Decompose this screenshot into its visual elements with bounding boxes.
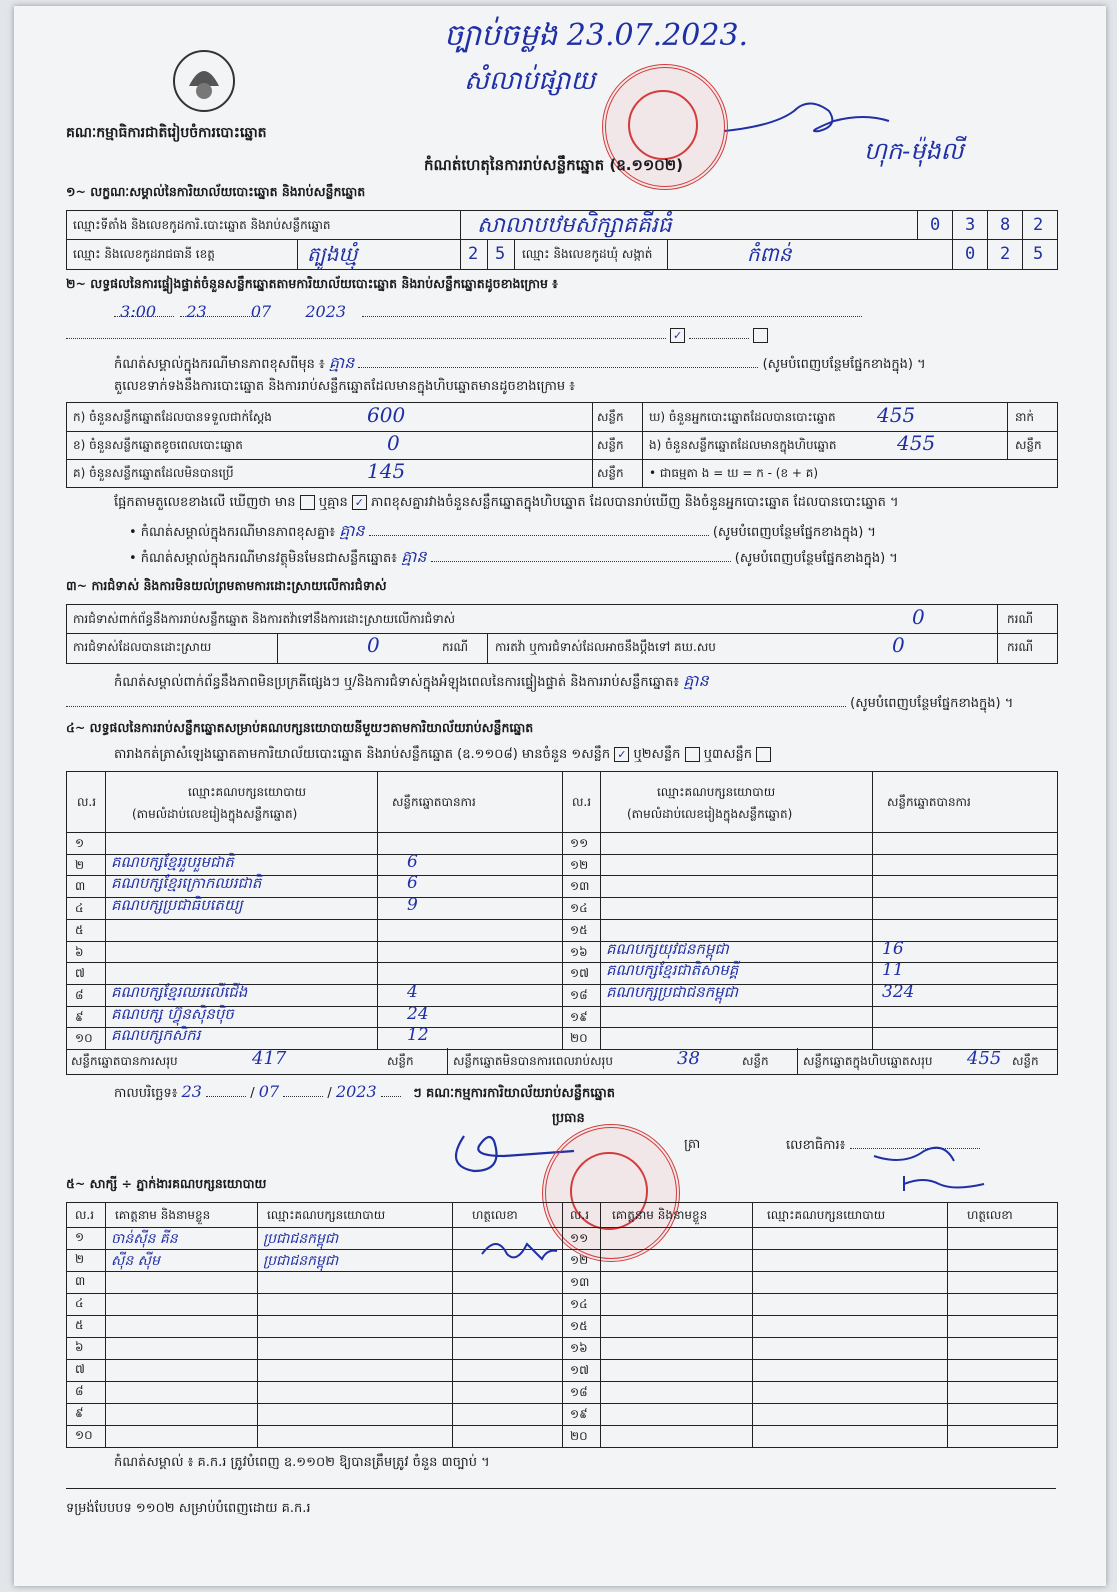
- election-form-sheet: [14, 6, 1106, 1586]
- row-divider: [67, 832, 562, 833]
- date-month: 07: [258, 1082, 280, 1101]
- section3-heading: ៣~ ការជំទាស់ និងការមិនយល់ព្រមតាមការដោះស្រាយលើការជំទាស់: [66, 578, 387, 593]
- result-row-votes: 9: [407, 895, 418, 916]
- result-row-votes: 6: [407, 851, 418, 872]
- col-sign-header: ហត្ថលេខា: [967, 1208, 1013, 1222]
- result-row-votes: 24: [407, 1003, 429, 1024]
- total-invalid-label: សន្លឹកឆ្នោតមិនបានការពេលរាប់សរុប: [453, 1054, 613, 1068]
- counting-committee-label: ៗ គណៈកម្មការការិយាល័យរាប់សន្លឹកឆ្នោត: [412, 1086, 616, 1101]
- received-ballots-value: 600: [367, 403, 406, 427]
- committee-name: គណៈកម្មាធិការជាតិរៀបចំការបោះឆ្នោត: [66, 125, 267, 141]
- witness-table: [66, 1202, 1058, 1448]
- row-divider: [67, 941, 562, 942]
- unit-label: សន្លឹក: [742, 1054, 769, 1068]
- witness-row-no: ១: [75, 1230, 85, 1244]
- date-year: 2023: [335, 1082, 377, 1101]
- unit-label: សន្លឹក: [1015, 438, 1042, 452]
- col-party-subheader: (តាមលំដាប់លេខរៀងក្នុងសន្លឹកឆ្នោត): [132, 807, 298, 821]
- objection-total-label: ការជំទាស់ពាក់ព័ន្ធនឹងការរាប់សន្លឹកឆ្នោត និងការតវ៉ាទៅនឹងការដោះស្រាយលើការជំទាស់: [73, 612, 456, 626]
- difference-note-label: កំណត់សម្គាល់ក្នុងករណីមានភាពខុសពីមុន ៖: [114, 357, 325, 372]
- result-row-no: ២: [75, 857, 85, 872]
- result-row-party: គណបក្សយុវជនកម្ពុជា: [606, 939, 729, 958]
- verification-day: 23: [186, 302, 207, 321]
- unit-label: សន្លឹក: [1012, 1054, 1039, 1068]
- result-row-no: ១៦: [570, 944, 588, 959]
- col-party-header: ឈ្មោះគណបក្សនយោបាយ: [267, 1208, 386, 1222]
- col-name-header: គោត្តនាម និងនាមខ្លួន: [115, 1208, 211, 1222]
- unit-label: ករណី: [1007, 612, 1034, 626]
- result-row-votes: 12: [407, 1025, 429, 1046]
- objection-resolved-label: ការជំទាស់ដែលបានដោះស្រាយ: [73, 640, 212, 654]
- chair-label: ប្រធាន: [552, 1111, 585, 1126]
- figures-lead: តួលេខទាក់ទងនឹងការបោះឆ្នោត និងការរាប់សន្លឹកឆ្នោតដែលមានក្នុងហិបឆ្នោតមានដូចខាងក្រោម ៖: [114, 379, 575, 394]
- irregularity-note-line: [114, 670, 709, 694]
- difference-no-checkbox[interactable]: ✓: [352, 495, 367, 510]
- objection-appeal-label: ការតវ៉ា ឬការជំទាស់ដែលអាចនឹងប្តឹងទៅ គឃ.សប: [495, 640, 716, 654]
- result-row-no: ១៤: [570, 901, 588, 916]
- difference-yes-checkbox[interactable]: [300, 495, 315, 510]
- unit-label: សន្លឹក: [597, 410, 624, 424]
- box-ballots-label: ង) ចំនួនសន្លឹកឆ្នោតដែលមានក្នុងហិបឆ្នោត: [649, 438, 837, 452]
- province-code-digit: 2: [468, 244, 479, 264]
- row-divider: [67, 1359, 1057, 1360]
- result-row-no: ១២: [570, 857, 589, 872]
- row-divider: [562, 1027, 1057, 1028]
- fill-more-note: (សូមបំពេញបន្ថែមផ្នែកខាងក្នុង) ។: [734, 551, 898, 566]
- result-row-no: ៣: [75, 879, 86, 894]
- witness-row-no: ១២: [570, 1253, 589, 1267]
- verification-month: 07: [250, 302, 272, 321]
- difference-note-line: [114, 352, 926, 376]
- row-divider: [562, 1006, 1057, 1007]
- witness-name: ស៊ីន ស៊ីម: [111, 1253, 160, 1269]
- date-line: កាលបរិច្ឆេទ៖ 23 / 07 / 2023 ៗ គណៈកម្មការការិយាល័យរាប់សន្លឹកឆ្នោត: [114, 1082, 616, 1101]
- result-row-no: ៨: [75, 987, 84, 1002]
- location-code-digit: 3: [965, 215, 976, 235]
- result-row-votes: 11: [882, 960, 904, 981]
- unit-label: សន្លឹក: [597, 466, 624, 480]
- result-row-no: ១០: [75, 1031, 93, 1046]
- col-party-subheader: (តាមលំដាប់លេខរៀងក្នុងសន្លឹកឆ្នោត): [627, 807, 793, 821]
- page-title: កំណត់ហេតុនៃការរាប់សន្លឹកឆ្នោត (ឧ.១១០២): [424, 156, 684, 174]
- witness-row-no: ២០: [570, 1429, 588, 1443]
- col-no-header: ល.រ: [75, 1208, 95, 1222]
- sheet-count-text: ឬ៣សន្លឹក: [703, 747, 752, 762]
- witness-row-no: ២: [75, 1252, 85, 1266]
- irregularity-fill-line: [66, 694, 1013, 714]
- result-row-no: ១: [75, 836, 85, 850]
- witness-row-no: ១៣: [570, 1275, 590, 1289]
- total-box-label: សន្លឹកឆ្នោតក្នុងហិបឆ្នោតសរុប: [803, 1054, 933, 1068]
- commune-code-digit: 5: [1033, 244, 1044, 264]
- bullet-difference-label: • កំណត់សម្គាល់ក្នុងករណីមានភាពខុសគ្នា៖: [129, 525, 336, 540]
- three-sheet-checkbox[interactable]: [756, 747, 771, 762]
- handwritten-signer-name: ហុក-ម៉ុងលី: [864, 137, 964, 165]
- bullet-object-line: [129, 546, 898, 570]
- box-ballots-value: 455: [897, 431, 936, 455]
- unit-label: សន្លឹក: [387, 1054, 414, 1068]
- seal-yes-checkbox[interactable]: ✓: [670, 328, 685, 343]
- objection-total-value: 0: [912, 605, 925, 629]
- col-name-header: គោត្តនាម និងនាមខ្លួន: [612, 1208, 708, 1222]
- section5-heading: ៥~ សាក្សី ÷ ភ្នាក់ងារគណបក្សនយោបាយ: [66, 1176, 267, 1191]
- result-row-party: គណបក្សខ្មែរជាតិសាមគ្គី: [606, 961, 739, 980]
- objection-appeal-value: 0: [892, 633, 905, 657]
- result-row-votes: 4: [407, 981, 418, 1002]
- commune-value: កំពាន់: [747, 242, 792, 266]
- province-code-digit: 5: [495, 244, 506, 264]
- result-row-no: ១៩: [570, 1009, 588, 1024]
- verification-time: 3:00: [120, 302, 157, 321]
- irregularity-note-label: កំណត់សម្គាល់ពាក់ព័ន្ធនឹងភាពមិនប្រក្រតីផ្សេងៗ ឬ/និងការជំទាស់ក្នុងអំឡុងពេលនៃការផ្ទៀងផ្ទាត់ និងការរាប់សន្លឹកឆ្នោត៖: [114, 675, 680, 690]
- sheet-count-text: ឬ២សន្លឹក: [633, 747, 681, 762]
- results-table: [66, 771, 1058, 1050]
- irregularity-note-value: គ្មាន: [683, 671, 709, 690]
- section2-heading: ២~ លទ្ធផលនៃការផ្ទៀងផ្ទាត់ចំនួនសន្លឹកឆ្នោតតាមការិយាល័យបោះឆ្នោត និងរាប់សន្លឹកឆ្នោតដូចខាងក្រោម ៖: [66, 276, 558, 291]
- result-row-no: ៥: [75, 922, 84, 937]
- province-label: ឈ្មោះ និងលេខកូដរាជធានី ខេត្ត: [73, 247, 215, 261]
- sheet-count-line: [114, 746, 771, 765]
- fill-more-note: (សូមបំពេញបន្ថែមផ្នែកខាងក្នុង) ។: [850, 696, 1014, 711]
- bullet-difference-line: [129, 520, 876, 544]
- result-row-no: ១៧: [570, 966, 589, 981]
- witness-row-no: ៧: [75, 1362, 85, 1376]
- voters-label: ឃ) ចំនួនអ្នកបោះឆ្នោតដែលបានបោះឆ្នោត: [649, 410, 836, 424]
- unit-label: នាក់: [1015, 410, 1035, 424]
- section1-heading: ១~ លក្ខណៈសម្គាល់នៃការិយាល័យបោះឆ្នោត និងរាប់សន្លឹកឆ្នោត: [66, 184, 366, 199]
- results-totals: [66, 1048, 1058, 1075]
- witness-row-no: ១៨: [570, 1385, 588, 1399]
- witness-signature: [472, 1229, 562, 1269]
- result-row-no: ៦: [75, 944, 84, 959]
- commune-code-digit: 2: [1000, 244, 1011, 264]
- difference-check-line: [114, 494, 899, 513]
- commune-code-digit: 0: [965, 244, 976, 264]
- bullet-object-value: គ្មាន: [401, 547, 427, 566]
- result-row-no: ១៨: [570, 987, 588, 1002]
- total-invalid-value: 38: [677, 1048, 700, 1069]
- witness-row-no: ៨: [75, 1384, 84, 1398]
- result-row-no: ៧: [75, 966, 85, 981]
- bullet-difference-value: គ្មាន: [339, 521, 365, 540]
- province-value: ត្បូងឃ្មុំ: [307, 242, 358, 266]
- result-row-no: ៩: [75, 1009, 84, 1024]
- result-row-votes: 6: [407, 873, 418, 894]
- result-row-no: ២០: [570, 1031, 588, 1046]
- unit-label: ករណី: [1007, 640, 1034, 654]
- emblem-icon: [169, 46, 239, 116]
- row-divider: [562, 854, 1057, 855]
- verification-line: [114, 302, 862, 321]
- seal-check-line: [66, 326, 768, 343]
- row-divider: [67, 1249, 1057, 1250]
- col-party-header: ឈ្មោះគណបក្សនយោបាយ: [767, 1208, 886, 1222]
- result-row-no: ១៣: [570, 879, 590, 894]
- handwritten-copy-date: ច្បាប់ចម្លង 23.07.2023.: [444, 18, 749, 53]
- result-row-no: ៤: [75, 901, 84, 916]
- col-no-header: ល.រ: [570, 1208, 590, 1222]
- location-code-digit: 8: [1000, 215, 1011, 235]
- unused-ballots-label: គ) ចំនួនសន្លឹកឆ្នោតដែលមិនបានប្រើ: [73, 466, 234, 480]
- col-votes-header: សន្លឹកឆ្នោតបានការ: [392, 795, 476, 809]
- witness-row-no: ៩: [75, 1406, 84, 1420]
- date-label: កាលបរិច្ឆេទ៖: [114, 1086, 178, 1101]
- witness-row-no: ១៥: [570, 1319, 588, 1333]
- row-divider: [67, 1425, 1057, 1426]
- row-divider: [67, 1403, 1057, 1404]
- figures-table: [66, 402, 1058, 488]
- objections-table: [66, 604, 1058, 664]
- row-divider: [67, 1381, 1057, 1382]
- difference-check-text: ឬគ្មាន: [318, 495, 348, 510]
- witness-row-no: ១០: [75, 1428, 93, 1442]
- location-code-digit: 2: [1033, 215, 1044, 235]
- witness-row-no: ៥: [75, 1318, 84, 1332]
- col-sign-header: ហត្ថលេខា: [472, 1208, 518, 1222]
- row-divider: [67, 1271, 1057, 1272]
- verification-year: 2023: [305, 302, 347, 321]
- form-footer: ទម្រង់បែបបទ ១១០២ សម្រាប់បំពេញដោយ គ.ក.រ: [66, 1501, 311, 1516]
- one-sheet-checkbox[interactable]: ✓: [614, 747, 629, 762]
- fill-more-note: (សូមបំពេញបន្ថែមផ្នែកខាងក្នុង) ។: [762, 357, 926, 372]
- witness-row-no: ៣: [75, 1274, 86, 1288]
- unused-ballots-value: 145: [367, 459, 406, 483]
- row-divider: [562, 832, 1057, 833]
- result-row-party: គណបក្ស ហ៊្វុនស៊ិនប៉ិច: [111, 1004, 234, 1023]
- objection-resolved-value: 0: [367, 633, 380, 657]
- result-row-party: គណបក្សខ្មែរឈរលើជើង: [111, 982, 248, 1001]
- row-divider: [562, 875, 1057, 876]
- witness-row-no: ៦: [75, 1340, 84, 1354]
- spoiled-ballots-value: 0: [387, 431, 400, 455]
- result-row-no: ១៥: [570, 922, 588, 937]
- location-code-digit: 0: [930, 215, 941, 235]
- result-row-party: គណបក្សកសិករ: [111, 1026, 201, 1045]
- row-divider: [67, 1227, 1057, 1228]
- witness-row-no: ១៧: [570, 1363, 589, 1377]
- date-day: 23: [181, 1082, 202, 1101]
- difference-note-value: គ្មាន: [328, 353, 355, 372]
- witness-row-no: ៤: [75, 1296, 84, 1310]
- location-value: សាលាបឋមសិក្សាគគីរធំ: [477, 213, 672, 238]
- unit-label: សន្លឹក: [597, 438, 624, 452]
- fill-more-note: (សូមបំពេញបន្ថែមផ្នែកខាងក្នុង) ។: [712, 525, 876, 540]
- total-valid-value: 417: [252, 1048, 287, 1069]
- section1-table: [66, 210, 1058, 270]
- spoiled-ballots-label: ខ) ចំនួនសន្លឹកឆ្នោតខូចពេលបោះឆ្នោត: [73, 438, 243, 452]
- result-row-party: គណបក្សខ្មែររួបរួមជាតិ: [111, 852, 234, 871]
- difference-check-text: ផ្អែកតាមតួលេខខាងលើ ឃើញថា មាន: [114, 495, 296, 510]
- witness-row-no: ១១: [570, 1231, 589, 1245]
- handwritten-publish-note: សំលាប់ផ្សាយ: [464, 66, 596, 96]
- witness-row-no: ១៤: [570, 1297, 588, 1311]
- result-row-party: គណបក្សខ្មែរក្រោកឈរជាតិ: [111, 874, 262, 893]
- witness-party: ប្រជាជនកម្ពុជា: [263, 1231, 339, 1247]
- witness-note: កំណត់សម្គាល់ ៖ គ.ក.រ ត្រូវបំពេញ ឧ.១១០២ ឱ្យបានត្រឹមត្រូវ ចំនួន ៣ច្បាប់ ។: [114, 1455, 490, 1470]
- witness-row-no: ១៩: [570, 1407, 588, 1421]
- row-divider: [562, 897, 1057, 898]
- formula-note: • ជាធម្មតា ង = ឃ = ក - (ខ + គ): [649, 466, 819, 480]
- sheet-count-text: តារាងកត់ត្រាសំឡេងឆ្នោតតាមការិយាល័យបោះឆ្នោត និងរាប់សន្លឹកឆ្នោត (ឧ.១១០៨) មានចំនួន ១សន្លឹក: [114, 747, 611, 762]
- row-divider: [67, 1293, 1057, 1294]
- result-row-party: គណបក្សប្រជាធិបតេយ្យ: [111, 896, 243, 915]
- result-row-no: ១១: [570, 836, 589, 850]
- received-ballots-label: ក) ចំនួនសន្លឹកឆ្នោតដែលបានទទួលជាក់ស្តែង: [73, 410, 272, 424]
- total-box-value: 455: [967, 1048, 1002, 1069]
- col-party-header: ឈ្មោះគណបក្សនយោបាយ: [187, 785, 307, 799]
- secretary-label: លេខាធិការ៖: [786, 1138, 846, 1153]
- section4-heading: ៤~ លទ្ធផលនៃការរាប់សន្លឹកឆ្នោតសម្រាប់គណបក្សនយោបាយនីមួយៗតាមការិយាល័យរាប់សន្លឹកឆ្នោត: [66, 720, 534, 735]
- total-valid-label: សន្លឹកឆ្នោតបានការសរុប: [71, 1054, 178, 1068]
- row-divider: [67, 919, 562, 920]
- col-votes-header: សន្លឹកឆ្នោតបានការ: [887, 795, 971, 809]
- voters-value: 455: [877, 403, 916, 427]
- row-divider: [562, 919, 1057, 920]
- witness-party: ប្រជាជនកម្ពុជា: [263, 1253, 339, 1269]
- commune-label: ឈ្មោះ និងលេខកូដឃុំ សង្កាត់: [522, 247, 653, 261]
- col-no-header: ល.រ: [572, 795, 592, 809]
- row-divider: [67, 1315, 1057, 1316]
- two-sheet-checkbox[interactable]: [685, 747, 700, 762]
- col-no-header: ល.រ: [77, 795, 97, 809]
- witness-name: ចាន់ស៊ីន គីន: [111, 1231, 178, 1247]
- col-party-header: ឈ្មោះគណបក្សនយោបាយ: [657, 785, 776, 799]
- bullet-object-label: • កំណត់សម្គាល់ក្នុងករណីមានវត្ថុមិនមែនជាសន្លឹកឆ្នោត៖: [129, 551, 397, 566]
- seal-label: ត្រា: [684, 1137, 701, 1152]
- witness-row-no: ១៦: [570, 1341, 588, 1355]
- result-row-votes: 16: [882, 938, 904, 959]
- row-divider: [67, 962, 562, 963]
- difference-check-text: ភាពខុសគ្នារវាងចំនួនសន្លឹកឆ្នោតក្នុងហិបឆ្នោត ដែលបានរាប់ឃើញ និងចំនួនអ្នកបោះឆ្នោត ដែលបានបោះឆ្នោត ។: [371, 495, 899, 510]
- result-row-votes: 324: [882, 981, 915, 1002]
- unit-label: ករណី: [442, 640, 469, 654]
- secretary-signature: [864, 1136, 994, 1196]
- row-divider: [67, 1337, 1057, 1338]
- seal-no-checkbox[interactable]: [753, 328, 768, 343]
- location-label: ឈ្មោះទីតាំង និងលេខកូដការិ.បោះឆ្នោត និងរាប់សន្លឹកឆ្នោត: [73, 218, 331, 232]
- result-row-party: គណបក្សប្រជាជនកម្ពុជា: [606, 982, 738, 1001]
